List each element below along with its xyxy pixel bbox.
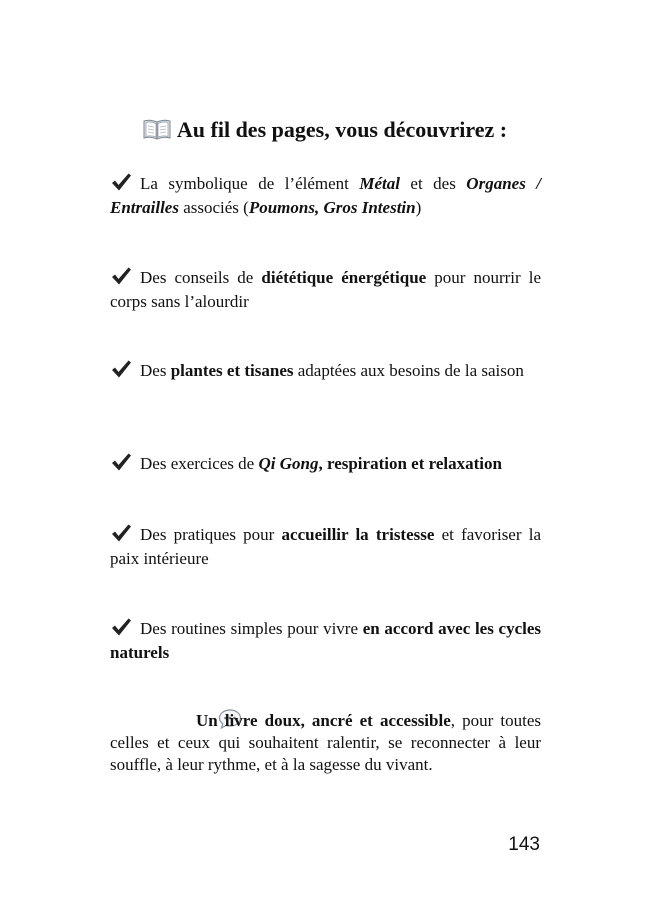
check-mark-icon	[110, 266, 132, 286]
item-text-part: accueillir la tristesse	[281, 525, 435, 544]
check-mark-icon	[110, 617, 132, 637]
check-mark-icon	[110, 452, 132, 472]
item-text-part: La symbolique de l’élément	[140, 174, 360, 193]
item-text-part: , respiration et relaxation	[318, 454, 502, 473]
list-item	[110, 359, 541, 383]
item-text-part: en accord avec les cycles naturels	[110, 619, 542, 662]
heading-text: Au fil des pages, vous découvrirez :	[176, 117, 508, 142]
check-mark-icon	[110, 172, 132, 192]
item-text-part: Poumons, Gros Intestin	[248, 198, 416, 217]
list-item	[110, 266, 541, 314]
closing-paragraph	[110, 708, 541, 776]
speech-bubble-icon	[164, 708, 188, 730]
item-text-part: et des	[399, 174, 467, 193]
check-mark-icon	[110, 359, 132, 379]
closing-bold-text: Un livre doux, ancré et accessible	[196, 711, 451, 730]
item-text-part: Des routines simples pour vivre	[140, 619, 363, 638]
item-text-part: Qi Gong	[258, 454, 319, 473]
check-mark-icon	[110, 523, 132, 543]
item-text-part: diététique énergétique	[261, 268, 427, 287]
item-text-part: adaptées aux besoins de la saison	[293, 361, 524, 380]
item-text-part: Des exercices de	[140, 454, 259, 473]
page-number: 143	[508, 834, 540, 855]
list-item	[110, 452, 541, 476]
item-text-part: plantes et tisanes	[170, 361, 294, 380]
open-book-icon	[143, 118, 171, 147]
list-item	[110, 523, 541, 571]
closing-rest-text: , pour toutes celles et ceux qui souhaitent ralentir, se reconnecter à leur souffle, à leur rythme, et à la sagesse du vivant.	[110, 711, 541, 774]
item-text-part: Organes / Entrailles	[110, 174, 541, 217]
item-text-part: Des conseils de	[140, 268, 262, 287]
item-text-part: associés (	[178, 198, 249, 217]
list-item	[110, 172, 541, 220]
item-text-part: pour nourrir le corps sans l’alourdir	[110, 268, 541, 311]
list-item	[110, 617, 541, 665]
item-text-part: Métal	[359, 174, 400, 193]
item-text-part: )	[415, 198, 422, 217]
item-text-part: Des pratiques pour	[140, 525, 282, 544]
item-text-part: Des	[140, 361, 171, 380]
page-heading	[0, 116, 650, 147]
item-text-part: et favoriser la paix intérieure	[110, 525, 541, 568]
